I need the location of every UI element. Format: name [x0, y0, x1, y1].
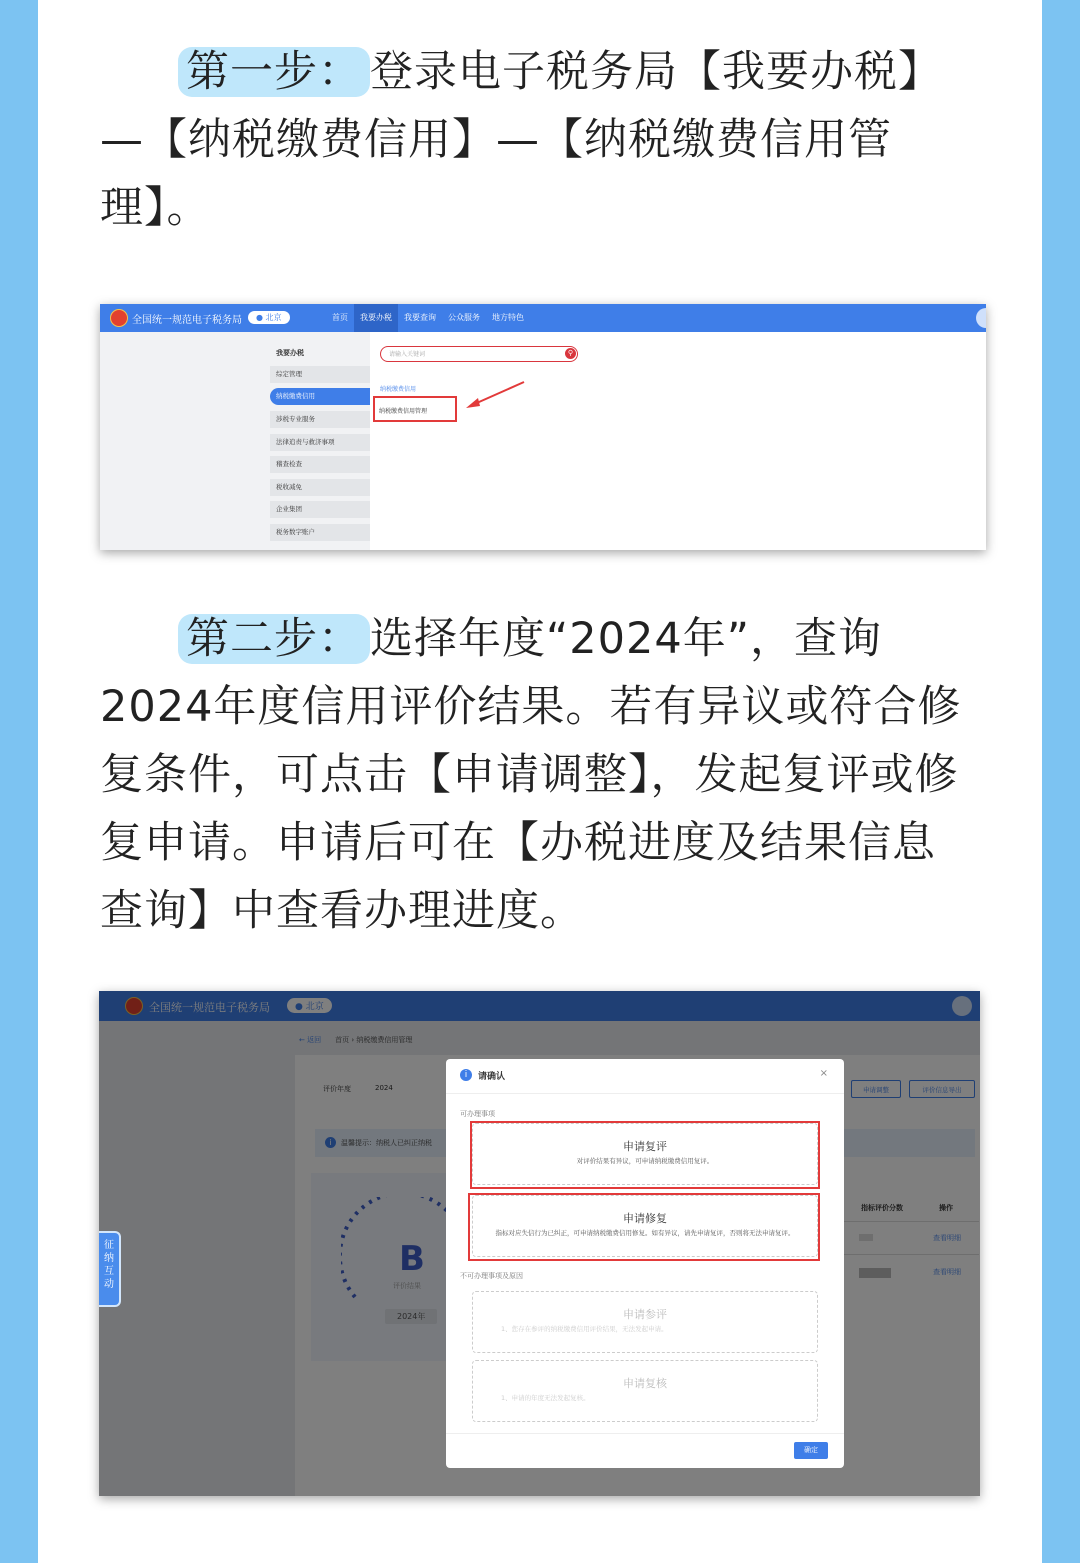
- option-recheck-disabled: [472, 1360, 818, 1422]
- unavailable-label: 不可办理事项及原因: [460, 1272, 523, 1280]
- screenshot-menu: [100, 304, 986, 550]
- submenu-item-credit-management[interactable]: 纳税缴费信用管理: [379, 408, 428, 415]
- available-label: 可办理事项: [460, 1110, 495, 1118]
- nav-query[interactable]: 我要查询: [404, 313, 436, 322]
- dialog-title: 请确认: [478, 1072, 506, 1082]
- screenshot-dialog: [99, 991, 980, 1496]
- submenu-heading[interactable]: 纳税缴费信用: [380, 386, 417, 393]
- site-title: 全国统一规范电子税务局: [132, 315, 242, 326]
- interaction-side-tab[interactable]: [99, 1231, 121, 1307]
- sidebar: [100, 332, 370, 550]
- sidebar-item[interactable]: 企业集团: [270, 501, 370, 518]
- step2-label: 第二步：: [178, 614, 370, 664]
- option-desc: 指标对应失信行为已纠正，可申请纳税缴费信用修复。如有异议，请先申请复评，否则将无法申请复评。: [495, 1229, 795, 1237]
- sidebar-item[interactable]: 税收减免: [270, 479, 370, 496]
- search-icon[interactable]: ⚲: [565, 348, 576, 359]
- highlight-box: [470, 1121, 820, 1189]
- close-icon[interactable]: ×: [819, 1068, 828, 1079]
- sidebar-item[interactable]: 涉税专业服务: [270, 411, 370, 428]
- nav-local-features[interactable]: 地方特色: [492, 313, 524, 322]
- option-title: 申请参评: [623, 1308, 667, 1321]
- option-desc: 对评价结果有异议，可申请纳税缴费信用复评。: [576, 1157, 714, 1165]
- sidebar-item-credit[interactable]: 纳税缴费信用: [270, 388, 370, 405]
- pointer-arrow-icon: [462, 380, 528, 410]
- step1-text: 登录电子税务局【我要办税】—【纳税缴费信用】—【纳税缴费信用管理】。: [100, 47, 942, 233]
- nav-tax-handling[interactable]: 我要办税: [354, 304, 398, 332]
- dialog-header: [446, 1059, 844, 1094]
- option-desc: 1、申请的年度无法发起复核。: [501, 1394, 590, 1402]
- dialog-footer: [446, 1433, 844, 1468]
- nav-home[interactable]: 首页: [332, 313, 348, 322]
- region-badge[interactable]: ● 北京: [248, 311, 290, 324]
- confirm-dialog: [446, 1059, 844, 1468]
- sidebar-item[interactable]: 稽查检查: [270, 456, 370, 473]
- sidebar-item[interactable]: 综定管理: [270, 366, 370, 383]
- portal-header: [100, 304, 986, 332]
- side-tab-label: 征纳互动: [104, 1240, 114, 1290]
- sidebar-item[interactable]: 法律追责与救济事项: [270, 434, 370, 451]
- option-title: 申请复评: [623, 1140, 667, 1153]
- emblem-icon: [110, 309, 128, 327]
- search-input[interactable]: [380, 346, 578, 362]
- step1-paragraph: [100, 38, 978, 242]
- top-nav: [326, 304, 530, 332]
- option-desc: 1、您存在参评的纳税缴费信用评价结果，无法发起申请。: [501, 1325, 668, 1333]
- step2-paragraph: [100, 605, 978, 945]
- confirm-button[interactable]: 确定: [794, 1442, 828, 1459]
- highlight-box: [373, 396, 457, 422]
- step1-label: 第一步：: [178, 47, 370, 97]
- sidebar-heading: 我要办税: [276, 349, 304, 357]
- collapse-handle[interactable]: [976, 308, 986, 328]
- nav-public-service[interactable]: 公众服务: [448, 313, 480, 322]
- highlight-box: [468, 1193, 820, 1261]
- option-participate-disabled: [472, 1291, 818, 1353]
- info-icon: i: [460, 1069, 472, 1081]
- step2-text: 选择年度“2024年”，查询2024年度信用评价结果。若有异议或符合修复条件，可点击【申请调整】，发起复评或修复申请。申请后可在【办税进度及结果信息查询】中查看办理进度。: [100, 614, 962, 936]
- sidebar-item[interactable]: 税务数字账户: [270, 524, 370, 541]
- option-title: 申请复核: [623, 1377, 667, 1390]
- search-placeholder: 请输入关键词: [389, 351, 426, 358]
- option-title: 申请修复: [623, 1212, 667, 1225]
